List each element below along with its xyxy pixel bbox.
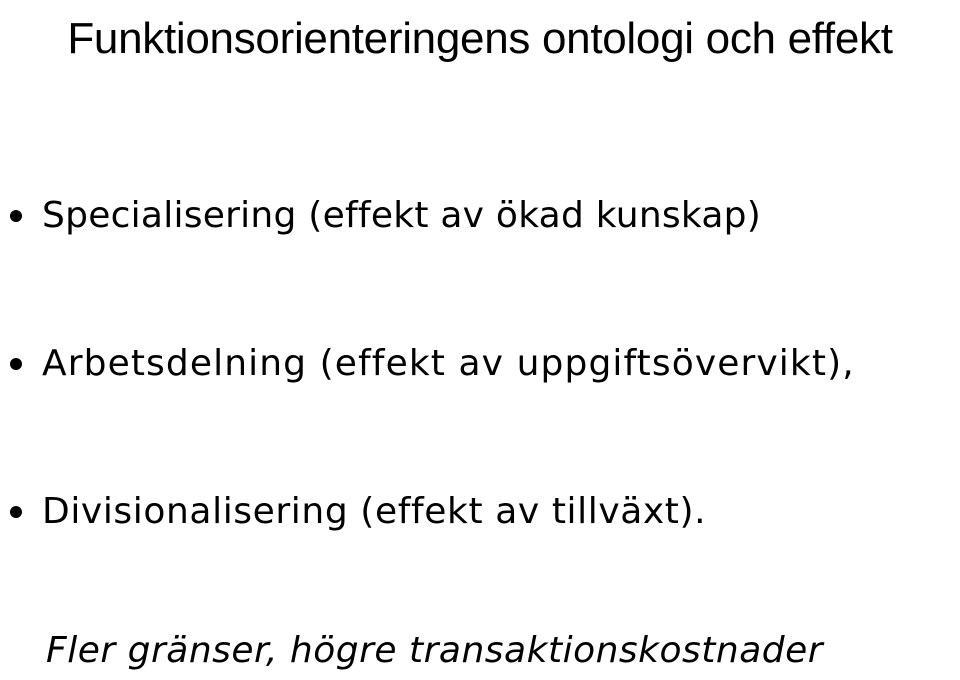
bullet-dot-icon — [10, 506, 22, 518]
bullet-item-arbetsdelning — [10, 334, 855, 394]
bullet-dot-icon — [10, 358, 22, 370]
bullet-text: Divisionalisering (effekt av tillväxt). — [42, 491, 707, 532]
bullet-text: Arbetsdelning (effekt av uppgiftsövervikt), — [42, 343, 855, 384]
bullet-text: Specialisering (effekt av ökad kunskap) — [42, 195, 762, 236]
slide-title: Funktionsorienteringens ontologi och effekt — [67, 14, 893, 63]
bullet-item-specialisering — [10, 186, 761, 246]
closing-statement: Fler gränser, högre transaktionskostnader — [46, 630, 824, 671]
bullet-dot-icon — [10, 210, 22, 222]
bullet-item-divisionalisering — [10, 482, 706, 542]
